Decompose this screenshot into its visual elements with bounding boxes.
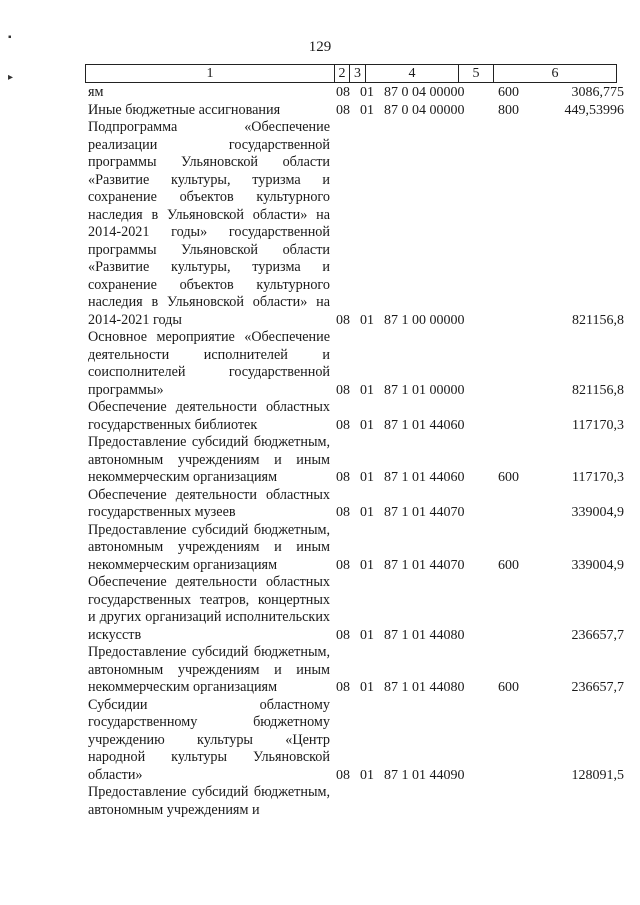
target-article-code: 87 0 04 00000 <box>384 102 465 118</box>
section-code: 08 <box>336 627 350 643</box>
section-code: 08 <box>336 382 350 398</box>
target-article-code: 87 1 01 00000 <box>384 382 465 398</box>
table-row <box>0 329 640 399</box>
subsection-code: 01 <box>360 680 374 695</box>
target-article-code: 87 1 00 00000 <box>384 312 465 328</box>
column-header-5: 5 <box>459 65 494 83</box>
target-article-code: 87 1 01 44060 <box>384 417 465 433</box>
row-amount: 236657,7 <box>571 627 624 643</box>
row-codes <box>336 417 538 435</box>
scan-speck-top: ▪ <box>8 32 12 43</box>
subsection-code: 01 <box>360 470 374 485</box>
row-amount: 128091,5 <box>571 767 624 783</box>
column-header-table <box>85 64 617 83</box>
column-header-1: 1 <box>86 65 335 83</box>
table-row <box>0 574 640 644</box>
subsection-code: 01 <box>360 767 374 783</box>
expense-type-code: 600 <box>498 680 519 695</box>
subsection-code: 01 <box>360 557 374 573</box>
expense-type-code: 600 <box>498 557 519 573</box>
target-article-code: 87 1 01 44070 <box>384 557 465 573</box>
row-description: Субсидии областному государственному бюджетному учреждению культуры «Центр народной культуры Ульяновской области» <box>88 696 330 783</box>
section-code: 08 <box>336 102 350 118</box>
row-codes <box>336 382 538 400</box>
column-header-4: 4 <box>366 65 459 83</box>
table-row <box>0 697 640 785</box>
target-article-code: 87 1 01 44080 <box>384 680 465 695</box>
row-description: Основное мероприятие «Обеспечение деятельности исполнителей и соисполнителей государственной программы» <box>88 329 330 398</box>
target-article-code: 87 1 01 44080 <box>384 627 465 643</box>
table-row <box>0 487 640 522</box>
section-code: 08 <box>336 470 350 485</box>
subsection-code: 01 <box>360 382 374 398</box>
table-row <box>0 399 640 434</box>
table-row <box>0 119 640 329</box>
row-amount: 3086,775 <box>571 85 624 100</box>
expense-type-code: 800 <box>498 102 519 118</box>
table-row <box>0 784 640 819</box>
row-codes <box>336 627 538 645</box>
section-code: 08 <box>336 680 350 695</box>
row-codes <box>336 469 538 487</box>
row-description: Обеспечение деятельности областных государственных музеев <box>88 486 330 520</box>
row-codes <box>336 102 538 120</box>
subsection-code: 01 <box>360 417 374 433</box>
row-description: Предоставление субсидий бюджетным, автономным учреждениям и иным некоммерческим организациям <box>88 644 330 695</box>
row-amount: 821156,8 <box>572 382 624 398</box>
section-code: 08 <box>336 85 350 100</box>
expense-type-code: 600 <box>498 470 519 485</box>
row-amount: 339004,9 <box>571 505 624 520</box>
table-row <box>0 644 640 697</box>
page-number: 129 <box>308 39 332 55</box>
section-code: 08 <box>336 767 350 783</box>
row-description: Предоставление субсидий бюджетным, автономным учреждениям и <box>88 784 330 818</box>
section-code: 08 <box>336 417 350 433</box>
target-article-code: 87 0 04 00000 <box>384 85 465 100</box>
row-amount: 339004,9 <box>571 557 624 573</box>
row-description: Обеспечение деятельности областных государственных театров, концертных и других организаций исполнительских искусств <box>88 574 330 643</box>
row-description: Предоставление субсидий бюджетным, автономным учреждениям и иным некоммерческим организациям <box>88 521 330 573</box>
expense-type-code: 600 <box>498 85 519 100</box>
row-codes <box>336 84 538 102</box>
section-code: 08 <box>336 505 350 520</box>
row-amount: 236657,7 <box>571 680 624 695</box>
subsection-code: 01 <box>360 102 374 118</box>
row-codes <box>336 504 538 522</box>
row-description: Иные бюджетные ассигнования <box>88 101 281 118</box>
section-code: 08 <box>336 312 350 328</box>
row-description: Обеспечение деятельности областных государственных библиотек <box>88 399 330 433</box>
column-header-2: 2 <box>335 65 350 83</box>
target-article-code: 87 1 01 44070 <box>384 505 465 520</box>
target-article-code: 87 1 01 44090 <box>384 767 465 783</box>
target-article-code: 87 1 01 44060 <box>384 470 465 485</box>
subsection-code: 01 <box>360 505 374 520</box>
table-row <box>0 434 640 487</box>
column-header-row <box>86 65 617 83</box>
row-description: Предоставление субсидий бюджетным, автономным учреждениям и иным некоммерческим организациям <box>88 434 330 485</box>
table-row <box>0 102 640 120</box>
row-amount: 821156,8 <box>572 312 624 328</box>
row-description: ям <box>88 84 104 100</box>
row-codes <box>336 557 538 575</box>
subsection-code: 01 <box>360 312 374 328</box>
subsection-code: 01 <box>360 627 374 643</box>
table-row <box>0 522 640 575</box>
section-code: 08 <box>336 557 350 573</box>
row-description: Подпрограмма «Обеспечение реализации государственной программы Ульяновской области «Развитие культуры, туризма и сохранение объектов культурного наследия в Ульяновской области» на 2014-2021 годы» государственной программы Ульяновской области «Развитие культуры, туризма и сохранение объектов культурного наследия в Ульяновской области» на 2014-2021 годы <box>88 119 330 328</box>
row-codes <box>336 312 538 330</box>
column-header-3: 3 <box>350 65 366 83</box>
table-row <box>0 84 640 102</box>
column-header-6: 6 <box>494 65 617 83</box>
row-amount: 117170,3 <box>572 417 624 433</box>
scan-speck-left: ▸ <box>8 72 14 83</box>
subsection-code: 01 <box>360 85 374 100</box>
row-codes <box>336 679 538 697</box>
row-codes <box>336 767 538 785</box>
row-amount: 117170,3 <box>572 470 624 485</box>
budget-rows <box>0 84 640 819</box>
row-amount: 449,53996 <box>564 102 624 118</box>
